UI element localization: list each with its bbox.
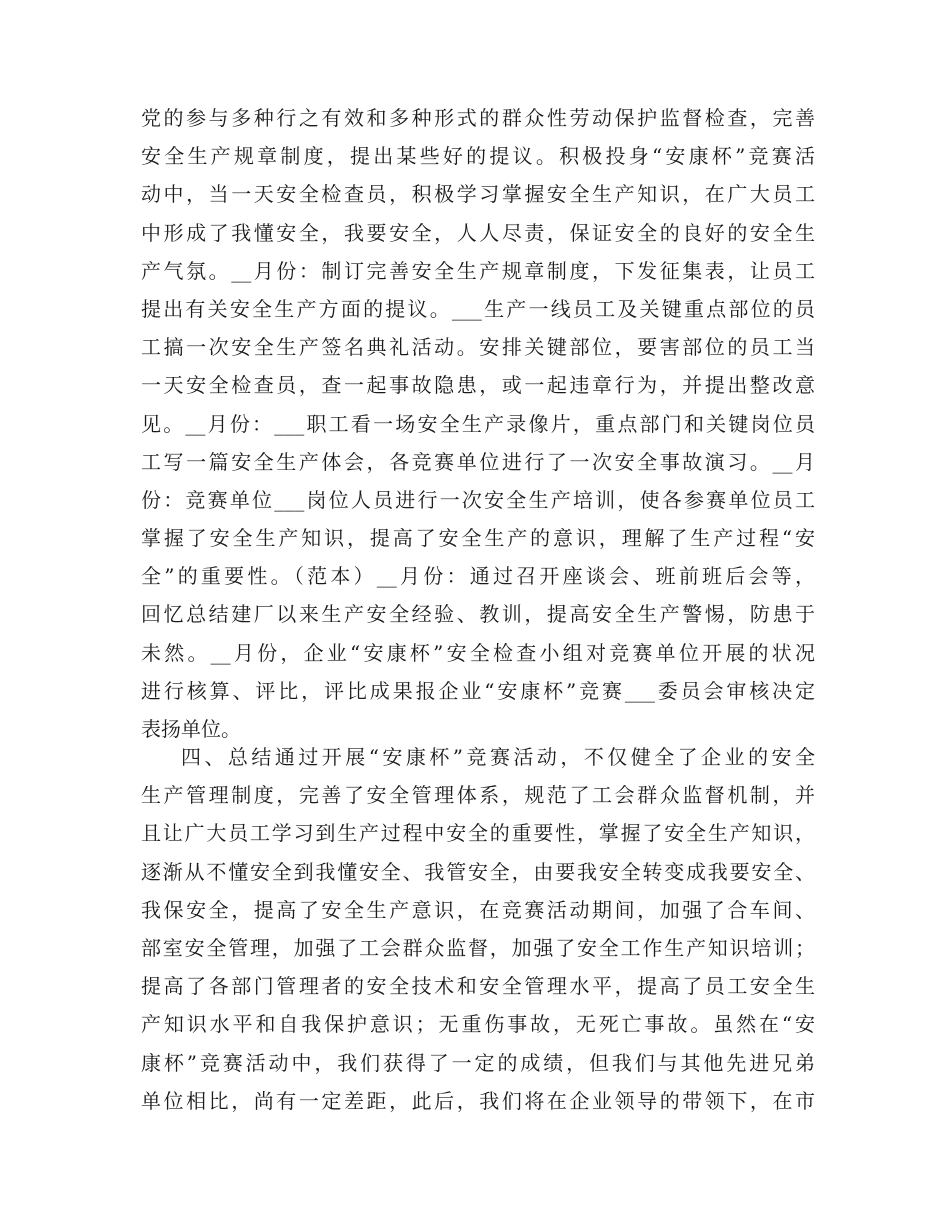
text-line: 中形成了我懂安全，我要安全，人人尽责，保证安全的良好的安全生 <box>141 220 815 245</box>
text-line: 表扬单位。 <box>141 717 241 741</box>
text-line: 四、总结通过开展“安康杯”竞赛活动，不仅健全了企业的安全 <box>181 745 815 769</box>
text-line: 康杯”竞赛活动中，我们获得了一定的成绩，但我们与其他先进兄弟 <box>141 1050 815 1075</box>
text-line: 回忆总结建厂以来生产安全经验、教训，提高安全生产警惕，防患于 <box>141 602 815 627</box>
text-line: 一天安全检查员，查一起事故隐患，或一起违章行为，并提出整改意 <box>141 373 815 398</box>
text-line: 提出有关安全生产方面的提议。___生产一线员工及关键重点部位的员 <box>141 296 815 321</box>
text-line: 全”的重要性。（范本）__月份：通过召开座谈会、班前班后会等， <box>141 564 815 589</box>
text-line: 党的参与多种行之有效和多种形式的群众性劳动保护监督检查，完善 <box>141 106 815 130</box>
text-line: 见。__月份：___职工看一场安全生产录像片，重点部门和关键岗位员 <box>141 411 815 436</box>
text-line: 工搞一次安全生产签名典礼活动。安排关键部位，要害部位的员工当 <box>141 335 815 360</box>
paragraph-competition-activities <box>141 99 815 748</box>
text-line: 安全生产规章制度，提出某些好的提议。积极投身“安康杯”竞赛活 <box>141 144 815 169</box>
text-line: 进行核算、评比，评比成果报企业“安康杯”竞赛___委员会审核决定 <box>141 678 815 703</box>
text-line: 提高了各部门管理者的安全技术和安全管理水平，提高了员工安全生 <box>141 974 815 999</box>
text-line: 我保安全，提高了安全生产意识，在竞赛活动期间，加强了合车间、 <box>141 897 815 922</box>
text-line: 动中，当一天安全检查员，积极学习掌握安全生产知识，在广大员工 <box>141 182 815 207</box>
text-line: 部室安全管理，加强了工会群众监督，加强了安全工作生产知识培训； <box>141 935 815 960</box>
paragraph-summary <box>141 738 815 1120</box>
text-line: 生产管理制度，完善了安全管理体系，规范了工会群众监督机制，并 <box>141 783 815 808</box>
text-line: 份：竞赛单位___岗位人员进行一次安全生产培训，使各参赛单位员工 <box>141 487 815 512</box>
text-line: 逐渐从不懂安全到我懂安全、我管安全，由要我安全转变成我要安全、 <box>141 859 815 884</box>
text-line: 未然。__月份，企业“安康杯”安全检查小组对竞赛单位开展的状况 <box>141 640 815 665</box>
text-line: 产气氛。__月份：制订完善安全生产规章制度，下发征集表，让员工 <box>141 258 815 283</box>
text-line: 单位相比，尚有一定差距，此后，我们将在企业领导的带领下，在市 <box>141 1088 815 1113</box>
text-line: 工写一篇安全生产体会，各竞赛单位进行了一次安全事故演习。__月 <box>141 449 815 474</box>
text-line: 产知识水平和自我保护意识；无重伤事故，无死亡事故。虽然在“安 <box>141 1012 815 1037</box>
text-line: 掌握了安全生产知识，提高了安全生产的意识，理解了生产过程“安 <box>141 526 815 551</box>
text-line: 且让广大员工学习到生产过程中安全的重要性，掌握了安全生产知识， <box>141 821 815 846</box>
